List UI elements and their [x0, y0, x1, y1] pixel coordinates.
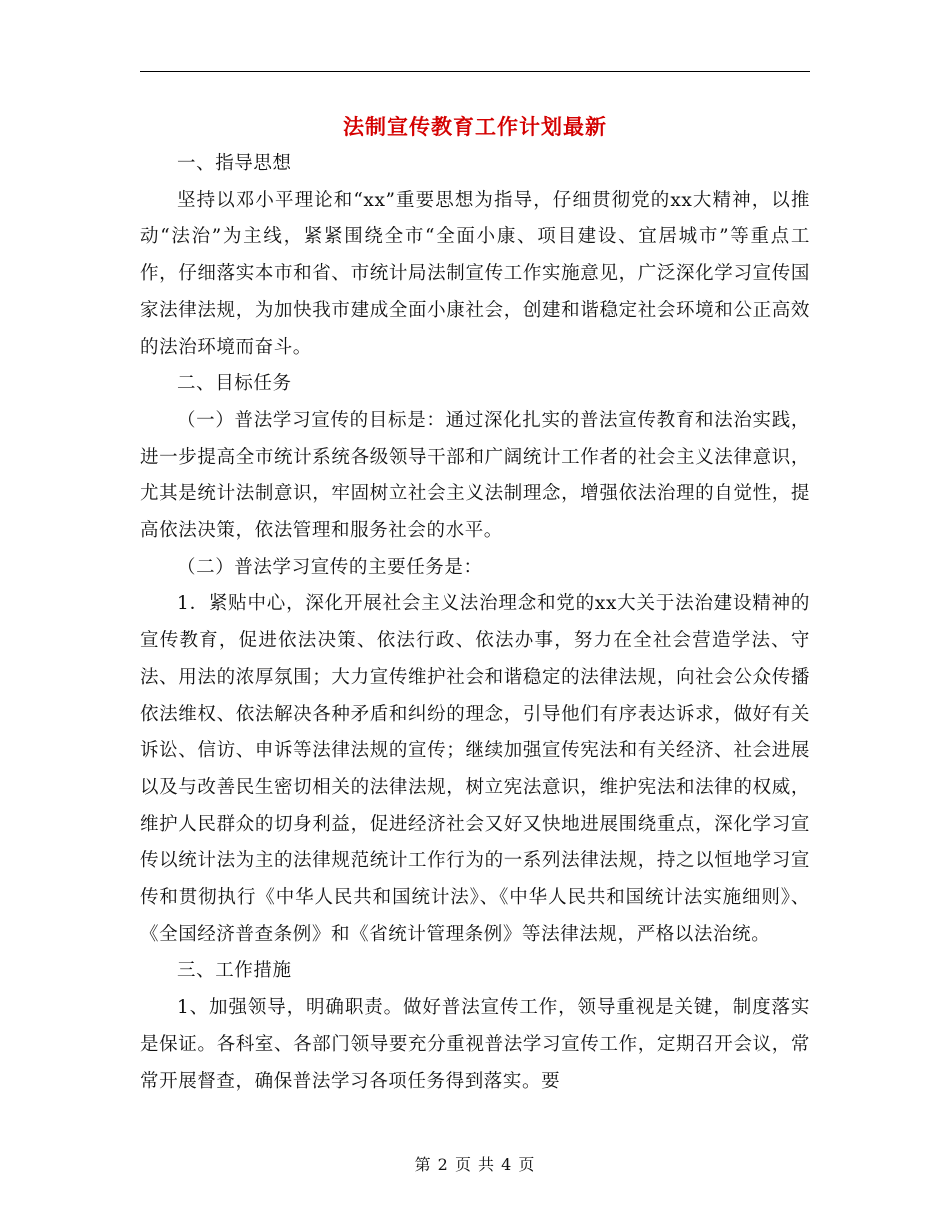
document-title: 法制宣传教育工作计划最新: [343, 114, 607, 139]
paragraph-goal-target: （一）普法学习宣传的目标是：通过深化扎实的普法宣传教育和法治实践，进一步提高全市统计系统各级领导干部和广阔统计工作者的社会主义法律意识，尤其是统计法制意识，牢固树立社会主义法制理念，增强依法治理的自觉性，提高依法决策，依法管理和服务社会的水平。: [140, 409, 810, 542]
paragraph-guiding-ideology: 坚持以邓小平理论和“xx”重要思想为指导，仔细贯彻党的xx大精神，以推动“法治”为主线，紧紧围绕全市“全面小康、项目建设、宜居城市”等重点工作，仔细落实本市和省、市统计局法制宣传工作实施意见，广泛深化学习宣传国家法律法规，为加快我市建成全面小康社会，创建和谐稳定社会环境和公正高效的法治环境而奋斗。: [140, 189, 810, 358]
page-number-footer: 第 2 页 共 4 页: [414, 1155, 536, 1174]
section-heading-measures: 三、工作措施: [177, 960, 292, 982]
paragraph-measure-one: 1、加强领导，明确职责。做好普法宣传工作，领导重视是关键，制度落实是保证。各科室、各部门领导要充分重视普法学习宣传工作，定期召开会议，常常开展督查，确保普法学习各项任务得到落实。要: [140, 997, 810, 1092]
section-heading-guiding-ideology: 一、指导思想: [177, 153, 292, 174]
paragraph-task-one: 1．紧贴中心，深化开展社会主义法治理念和党的xx大关于法治建设精神的宣传教育，促进依法决策、依法行政、依法办事，努力在全社会营造学法、守法、用法的浓厚氛围；大力宣传维护社会和谐稳定的法律法规，向社会公众传播依法维权、依法解决各种矛盾和纠纷的理念，引导他们有序表达诉求，做好有关诉讼、信访、申诉等法律法规的宣传；继续加强宣传宪法和有关经济、社会进展以及与改善民生密切相关的法律法规，树立宪法意识，维护宪法和法律的权威，维护人民群众的切身利益，促进经济社会又好又快地进展围绕重点，深化学习宣传以统计法为主的法律规范统计工作行为的一系列法律法规，持之以恒地学习宣传和贯彻执行《中华人民共和国统计法》、《中华人民共和国统计法实施细则》、《全国经济普查条例》和《省统计管理条例》等法律法规，严格以法治统。: [140, 593, 810, 945]
document-body: [140, 146, 810, 1100]
header-rule: [140, 71, 810, 72]
section-heading-goals: 二、目标任务: [177, 373, 292, 395]
paragraph-main-tasks-intro: （二）普法学习宣传的主要任务是：: [177, 556, 483, 578]
